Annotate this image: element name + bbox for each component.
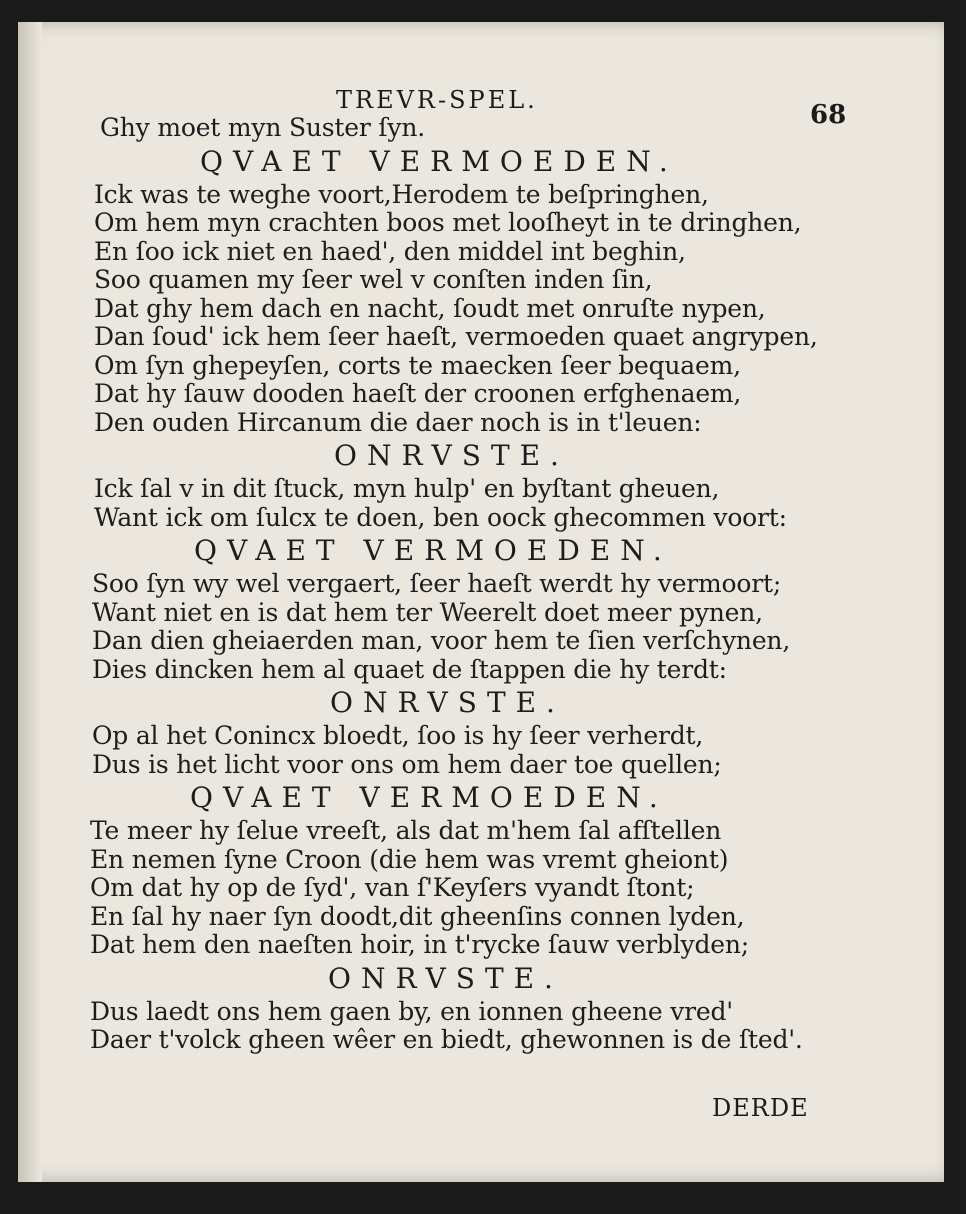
verse-line: Te meer hy ſelue vreeſt, als dat m'hem ſal afſtellen: [90, 816, 722, 845]
verse-line: Dus laedt ons hem gaen by, en ionnen gheene vred': [90, 996, 733, 1026]
verse-line: Om ſyn ghepeyſen, corts te maecken ſeer bequaem,: [94, 350, 741, 380]
verse-line: Want ick om ſulcx te doen, ben oock ghecommen voort:: [94, 502, 787, 532]
verse-line: Dat hy ſauw dooden haeſt der croonen erfghenaem,: [94, 379, 742, 408]
verse-line: Dan ſoud' ick hem ſeer haeſt, vermoeden quaet angrypen,: [94, 322, 818, 351]
speaker-heading: ONRVSTE.: [334, 439, 569, 472]
verse-line: Om dat hy op de ſyd', van ſ'Keyſers vyandt ſtont;: [90, 873, 695, 902]
verse-line: Dies dincken hem al quaet de ſtappen die hy terdt:: [92, 654, 727, 684]
verse-line: En ſoo ick niet en haed', den middel int beghin,: [94, 236, 686, 266]
verse-line: Want niet en is dat hem ter Weerelt doet meer pynen,: [92, 597, 763, 627]
speaker-heading: QVAET VERMOEDEN.: [194, 534, 672, 567]
running-head: TREVR-SPEL.: [336, 86, 538, 114]
verse-line: Soo quamen my ſeer wel v conſten inden ſin,: [94, 265, 653, 294]
verse-line: Daer t'volck gheen wêer en biedt, ghewonnen is de ſted'.: [90, 1025, 803, 1054]
verse-line: Dan dien gheiaerden man, voor hem te ſien verſchynen,: [92, 626, 791, 655]
verse-line: Dat ghy hem dach en nacht, ſoudt met onruſte nypen,: [94, 293, 766, 323]
verse-line: Den ouden Hircanum die daer noch is in t'leuen:: [94, 407, 702, 437]
page-gutter: [18, 22, 42, 1182]
catchword: DERDE: [712, 1094, 809, 1122]
verse-line: Soo ſyn wy wel vergaert, ſeer haeſt werdt hy vermoort;: [92, 569, 782, 598]
verse-line: Dat hem den naeſten hoir, in t'rycke ſauw verblyden;: [90, 930, 749, 959]
verse-line: Op al het Conincx bloedt, ſoo is hy ſeer verherdt,: [92, 721, 704, 750]
verse-line: Ghy moet myn Suster ſyn.: [100, 113, 425, 142]
speaker-heading: QVAET VERMOEDEN.: [200, 144, 678, 178]
verse-line: Ick was te weghe voort,Herodem te beſpringhen,: [94, 179, 709, 209]
verse-text: [84, 114, 844, 1055]
verse-line: Dus is het licht voor ons om hem daer toe quellen;: [92, 749, 722, 779]
page-number: 68: [810, 100, 847, 130]
speaker-heading: ONRVSTE.: [328, 961, 563, 995]
verse-line: En ſal hy naer ſyn doodt,dit gheenſins connen lyden,: [90, 901, 745, 931]
verse-line: Ick ſal v in dit ſtuck, myn hulp' en byſtant gheuen,: [94, 474, 720, 503]
speaker-heading: ONRVSTE.: [330, 686, 565, 719]
verse-line: Om hem myn crachten boos met looſheyt in te dringhen,: [94, 208, 802, 237]
speaker-heading: QVAET VERMOEDEN.: [190, 781, 668, 814]
verse-line: En nemen ſyne Croon (die hem was vremt gheiont): [90, 844, 729, 874]
